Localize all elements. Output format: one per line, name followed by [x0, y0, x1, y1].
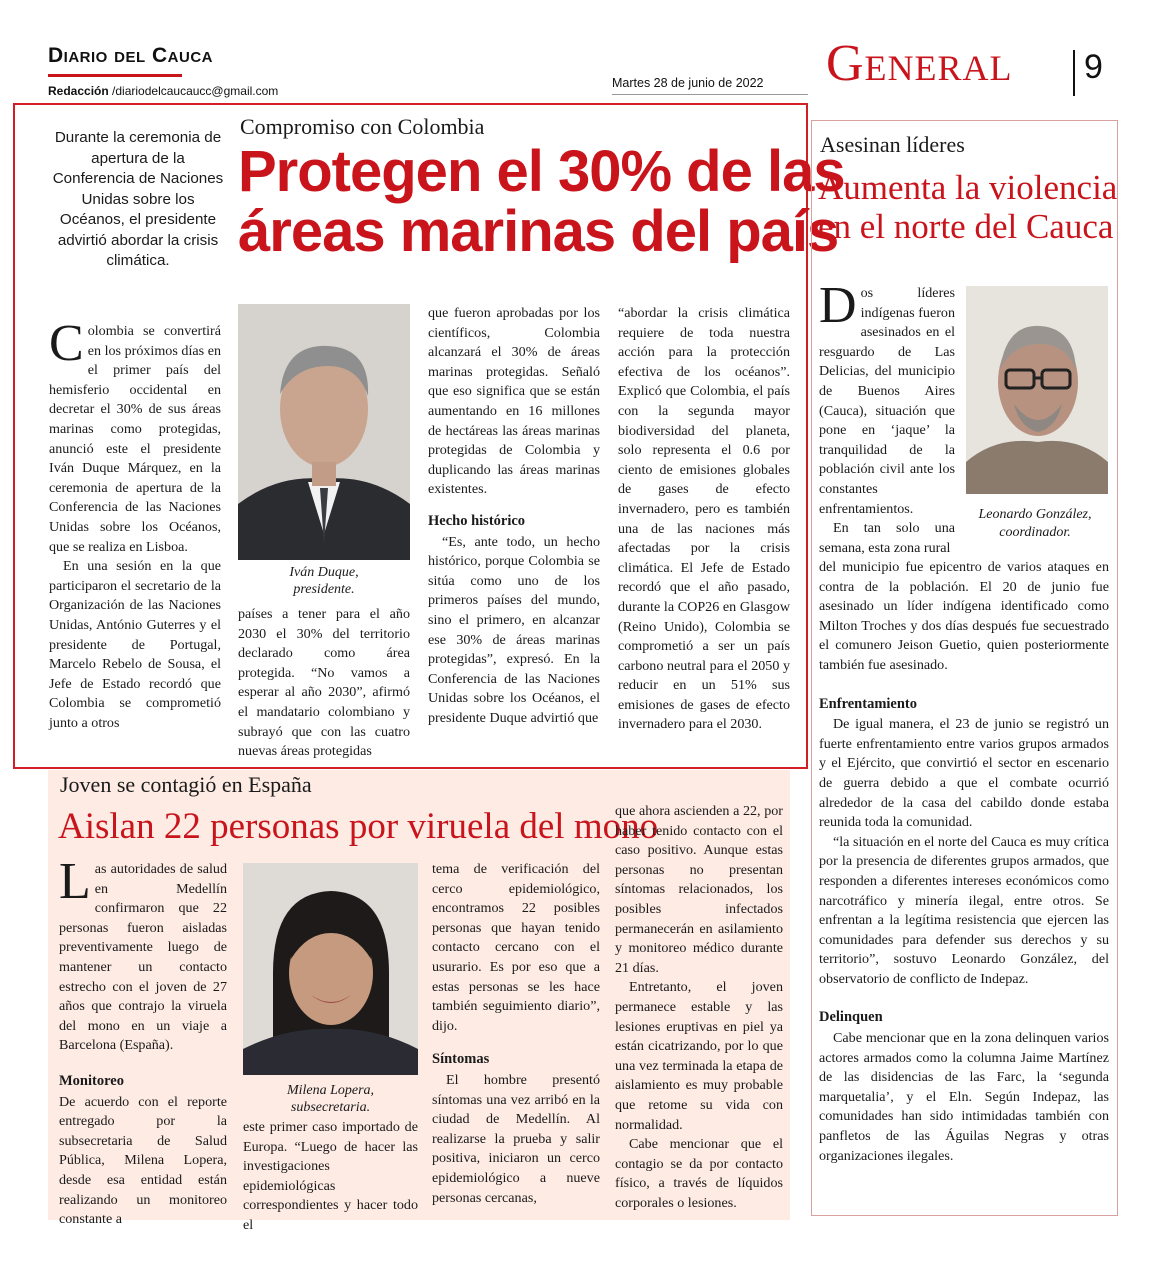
main-kicker: Compromiso con Colombia [240, 114, 485, 139]
bottom-col1-p2: De acuerdo con el reporte entregado por la subsecretaria de Salud Pública, Milena Lopera, desde esa entidad están realizando un monitoreo constante a [59, 1093, 227, 1228]
side-col-top [819, 277, 955, 558]
ivan-duque-portrait [238, 304, 410, 560]
ivan-duque-caption-role: presidente. [293, 582, 355, 597]
milena-lopera-caption [243, 1082, 418, 1116]
side-kicker: Asesinan líderes [820, 132, 965, 157]
main-col3-subhead: Hecho histórico [428, 512, 526, 529]
section-separator [1073, 50, 1075, 96]
date-rule [612, 94, 808, 95]
main-col-3 [428, 304, 600, 728]
ivan-duque-caption-name: Iván Duque, [289, 565, 359, 580]
main-col1-p1-text: olombia se convertirá en los próximos días en el primer país del hemisferio occidental en decretar el 30% de sus áreas marinas como protegidas, anunció este el presidente Iván Duque Márquez, en la ceremonia de apertura de la Conferencia de las Naciones Unidas sobre los Océanos, que se realiza en Lisboa. [49, 323, 221, 555]
milena-lopera-photo [243, 863, 418, 1075]
main-col3-p1: que fueron aprobadas por los científicos, Colombia alcanzará el 30% de áreas marinas protegidas. Señaló que eso significa que se están aumentando en 16 millones de hectáreas las áreas marinas protegidas de Colombia y duplicando las áreas marinas existentes. [428, 305, 600, 498]
side-dropcap: D [819, 277, 857, 334]
leonardo-gonzalez-photo [966, 286, 1108, 494]
bottom-col3-p2: El hombre presentó síntomas una vez arribó en la ciudad de Medellín. Al realizarse la prueba y salir positiva, iniciaron un cerco epidemiológico a nueve personas cercanas, [432, 1071, 600, 1206]
leonardo-caption-role: coordinador. [999, 525, 1071, 540]
main-col3-p2: “Es, ante todo, un hecho histórico, porque Colombia se sitúa como uno de los primeros países del mundo, sino el primero, en alcanzar ese 30% de áreas marinas protegidas”, expresó. En la Conferencia de las Naciones Unidas sobre los Océanos, el presidente Duque advirtió que [428, 533, 600, 726]
side-headline [818, 168, 1118, 247]
bottom-col-4 [615, 802, 783, 1213]
bottom-col4-p2: Entretanto, el joven permanece estable y las lesiones eruptivas en piel ya están cicatrizando, por lo que una vez terminada la etapa de aislamiento es muy probable que retome su vida con normalidad. [615, 979, 783, 1133]
bottom-col1-p1-text: as autoridades de salud en Medellín confirmaron que 22 personas fueron aisladas preventivamente luego de mantener un contacto estrecho con el joven de 27 años que contrajo la viruela del mono en un viaje a Barcelona (España). [59, 861, 227, 1054]
ivan-duque-caption [238, 564, 410, 598]
side-p4: “la situación en el norte del Cauca es muy crítica por la presencia de diferentes grupos armados, que responden a diferentes intereses económicos como narcotráfico y minería ilegal, entre otros. Se enfrentan a la legítima resistencia que ejercen las comunidades para defender sus derechos y su territorio”, sostuvo Leonardo González, del observatorio de conflicto de Indepaz. [819, 833, 1109, 987]
bottom-col-3 [432, 860, 600, 1208]
leonardo-gonzalez-portrait [966, 286, 1108, 494]
milena-caption-name: Milena Lopera, [286, 1083, 375, 1098]
bottom-dropcap: L [59, 853, 91, 910]
masthead-rule [48, 74, 182, 77]
milena-lopera-portrait [243, 863, 418, 1075]
side-p5: Cabe mencionar que en la zona delinquen varios actores armados como la columna Jaime Martínez de las disidencias de las Farc, la ‘segunda marquetalia’, y el Eln. Según Indepaz, las comunidades han sido intimidadas también con panfletos de las Águilas Negras y otras organizaciones ilegales. [819, 1030, 1109, 1164]
bottom-col-1 [59, 853, 227, 1230]
main-deck: Durante la ceremonia de apertura de la Conferencia de Naciones Unidas sobre los Océanos, el presidente advirtió abordar la crisis climática. [52, 129, 224, 269]
bottom-headline: Aislan 22 personas por viruela del mono [58, 806, 659, 847]
page-number: 9 [1084, 48, 1103, 86]
milena-caption-role: subsecretaria. [290, 1100, 371, 1115]
bottom-col4-p3: Cabe mencionar que el contagio se da por contacto físico, a través de líquidos corporales o lesiones. [615, 1136, 783, 1211]
redaccion-label: Redacción [48, 84, 109, 98]
main-col1-p1 [49, 315, 221, 557]
main-col4-p1: “abordar la crisis climática requiere de toda nuestra acción para la protección efectiva de los océanos”. Explicó que Colombia, el país con la segunda mayor biodiversidad del planeta, solo representa el 0.6 por ciento de emisiones globales de gases de efecto invernadero, pero es también una de las naciones más afectadas por la crisis climática. El Jefe de Estado recordó que el año pasado, durante la COP26 en Glasgow (Reino Unido), Colombia se comprometió a ser un país carbono neutral para el 2050 y reducir en un 51% sus emisiones de gases de efecto invernadero para el 2030. [618, 305, 790, 733]
main-col1-p2: En una sesión en la que participaron el secretario de la Organización de las Naciones Unidas, António Guterres y el presidente de Portugal, Marcelo Rebelo de Sousa, el Jefe de Estado recordó que Colombia se comprometió junto a otros [49, 558, 221, 731]
main-col2-text: países a tener para el año 2030 el 30% del territorio declarado como área protegida. “No vamos a esperar al año 2030”, afirmó el mandatario colombiano y subrayó que con las cuatro nuevas áreas protegidas [238, 606, 410, 760]
side-col-bottom [819, 558, 1109, 1166]
redaccion-line [48, 84, 278, 98]
side-headline-line2: en el norte del Cauca [818, 207, 1114, 247]
side-p2a: En tan solo una semana, esta zona rural [819, 520, 955, 556]
side-p1 [819, 277, 955, 519]
leonardo-caption-name: Leonardo González, [978, 507, 1092, 522]
bottom-col1-subhead: Monitoreo [59, 1072, 124, 1089]
issue-date: Martes 28 de junio de 2022 [612, 76, 764, 90]
main-headline-line2: áreas marinas del país [238, 198, 839, 264]
ivan-duque-photo [238, 304, 410, 560]
bottom-col3-subhead: Síntomas [432, 1051, 490, 1068]
bottom-col-2 [243, 1118, 418, 1236]
main-dropcap: C [49, 315, 84, 372]
bottom-kicker: Joven se contagió en España [60, 772, 312, 797]
redaccion-email: /diariodelcaucaucc@gmail.com [112, 84, 279, 98]
section-title: General [826, 35, 1013, 92]
main-headline-line1: Protegen el 30% de las [238, 139, 845, 204]
bottom-col4-p1: que ahora ascienden a 22, por haber tenido contacto con el caso positivo. Aunque estas personas no presentan síntomas relacionados, los posibles infectados permanecerán en asilamiento y monitoreo médico durante 21 días. [615, 803, 783, 976]
main-headline [238, 139, 845, 264]
main-col-2 [238, 605, 410, 762]
leonardo-gonzalez-caption [960, 506, 1110, 542]
side-headline-line1: Aumenta la violencia [818, 168, 1118, 207]
main-col-4 [618, 304, 790, 735]
side-subhead-enfrentamiento: Enfrentamiento [819, 695, 918, 712]
side-p2b: del municipio fue epicentro de varios ataques en contra de la población. El 20 de junio fue asesinado un líder indígena identificado como Milton Troches y dos días después fue secuestrado el comunero Jeison Guetio, quien posteriormente también fue asesinado. [819, 559, 1109, 673]
side-p3: De igual manera, el 23 de junio se registró un fuerte enfrentamiento entre varios grupos armados y el Ejército, que convirtió el sector en escenario de guerra debido a que el combate ocurrió alrededor de la casa del cabildo donde estaba reunida toda la comunidad. [819, 716, 1109, 831]
bottom-col1-p1 [59, 853, 227, 1056]
bottom-col2-text: este primer caso importado de Europa. “Luego de hacer las investigaciones epidemiológicas correspondientes y hacer todo el [243, 1119, 418, 1233]
bottom-col3-p1: tema de verificación del cerco epidemiológico, encontramos 22 posibles personas que hayan tenido contacto cercano con el usurario. Es por eso que a estas personas se les hace también seguimiento diario”, dijo. [432, 861, 600, 1034]
main-col-1 [49, 315, 221, 733]
side-p1-text: os líderes indígenas fueron asesinados en el resguardo de Las Delicias, del municipio de Buenos Aires (Cauca), situación que pone en ‘jaque’ la tranquilidad de la población civil ante los constantes enfrentamientos. [819, 285, 955, 517]
masthead: Diario del Cauca [48, 44, 213, 67]
side-subhead-delinquen: Delinquen [819, 1009, 883, 1026]
